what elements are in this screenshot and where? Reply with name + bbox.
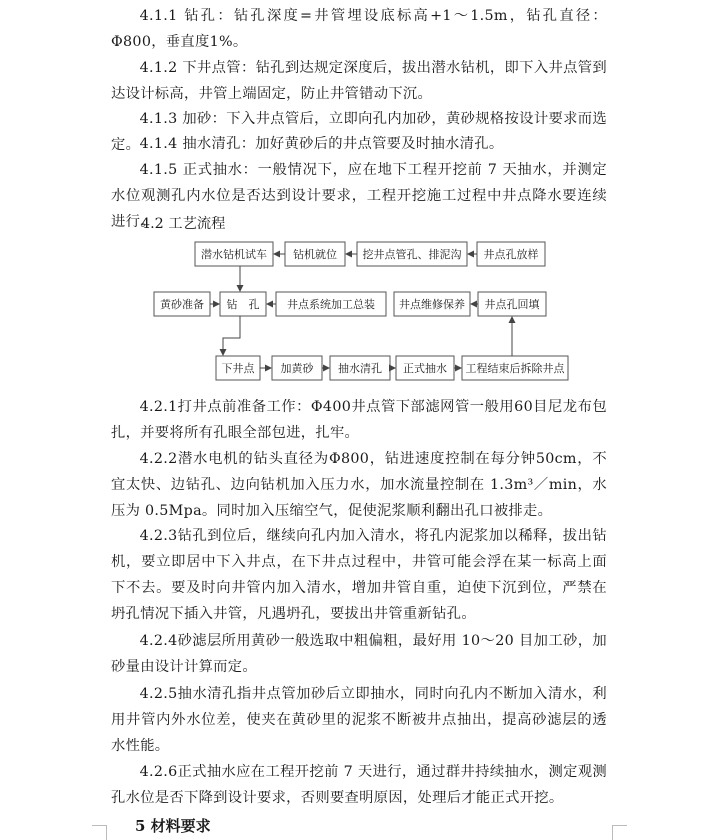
flow-label: 挖井点管孔、排泥沟 [362, 248, 462, 261]
flow-label: 正式抽水 [403, 362, 447, 375]
page-corner-mark-right [612, 825, 627, 840]
paragraph-4-2-2: 4.2.2潜水电机的钻头直径为Φ800，钻进速度控制在每分钟50cm，不宜太快、边钻孔、边向钻机加入压力水，加水流量控制在 1.3m³／min，水压为 0.5Mpa。同时加入压缩空气，促使泥浆顺利翻出孔口被排走。 [111, 451, 607, 519]
flow-label: 井点维修保养 [399, 298, 465, 311]
paragraph-4-2-5: 4.2.5抽水清孔指井点管加砂后立即抽水，同时向孔内不断加入清水，利用井管内外水位差，使夹在黄砂里的泥浆不断被井点抽出，提高砂滤层的透水性能。 [111, 686, 607, 754]
flow-label: 加黄砂 [280, 362, 314, 375]
flow-label: 井点孔放样 [483, 248, 539, 261]
flow-label: 抽水清孔 [338, 362, 382, 375]
flow-label: 下井点 [221, 362, 255, 375]
flow-label: 井点孔回填 [484, 298, 540, 311]
paragraph-4-1-5: 4.1.5 正式抽水：一般情况下，应在地下工程开挖前 7 天抽水，并测定水位观测孔内水位是否达到设计要求，工程开挖施工过程中井点降水要连续进行。 [111, 162, 607, 230]
paragraph-4-1-4: 4.1.4 抽水清孔：加好黄砂后的井点管要及时抽水清孔。 [139, 136, 504, 152]
process-flowchart [150, 234, 570, 386]
paragraph-4-2-4: 4.2.4砂滤层所用黄砂一般选取中粗偏粗，最好用 10～20 目加工砂，加砂量由设计计算而定。 [111, 633, 607, 675]
page-corner-mark-left [92, 825, 107, 840]
section-heading-5: 5 材料要求 [135, 817, 211, 835]
paragraph-4-1-3: 4.1.3 加砂：下入井点管后，立即向孔内加砂，黄砂规格按设计要求而选定。 [111, 111, 607, 153]
section-heading-4-2: 4.2 工艺流程 [141, 216, 226, 232]
flow-label: 黄砂准备 [160, 298, 204, 311]
paragraph-4-1-1: 4.1.1 钻孔：钻孔深度=井管埋设底标高+1～1.5m，钻孔直径：Φ800，垂直度1%。 [111, 8, 607, 50]
paragraph-4-1-2: 4.1.2 下井点管：钻孔到达规定深度后，拔出潜水钻机，即下入井点管到达设计标高，井管上端固定，防止井管错动下沉。 [111, 60, 607, 102]
paragraph-4-2-1: 4.2.1打井点前准备工作：Φ400井点管下部滤网管一般用60目尼龙布包扎，并要将所有孔眼全部包进，扎牢。 [111, 399, 607, 441]
flow-label: 潜水钻机试车 [201, 248, 267, 261]
flow-label: 钻 孔 [226, 298, 260, 311]
flow-label: 钻机就位 [293, 248, 337, 261]
paragraph-4-2-3: 4.2.3钻孔到位后，继续向孔内加入清水，将孔内泥浆加以稀释，拔出钻机，要立即居中下入井点，在下井点过程中，井管可能会浮在某一标高上面下不去。要及时向井管内加入清水，增加井管自重，迫使下沉到位，严禁在坍孔情况下插入井管，凡遇坍孔，要拔出井管重新钻孔。 [111, 528, 607, 622]
flow-label: 井点系统加工总装 [287, 298, 375, 311]
flow-label: 工程结束后拆除井点 [465, 362, 565, 375]
paragraph-4-2-6: 4.2.6正式抽水应在工程开挖前 7 天进行，通过群井持续抽水，测定观测孔水位是否下降到设计要求，否则要查明原因，处理后才能正式开挖。 [111, 764, 607, 806]
